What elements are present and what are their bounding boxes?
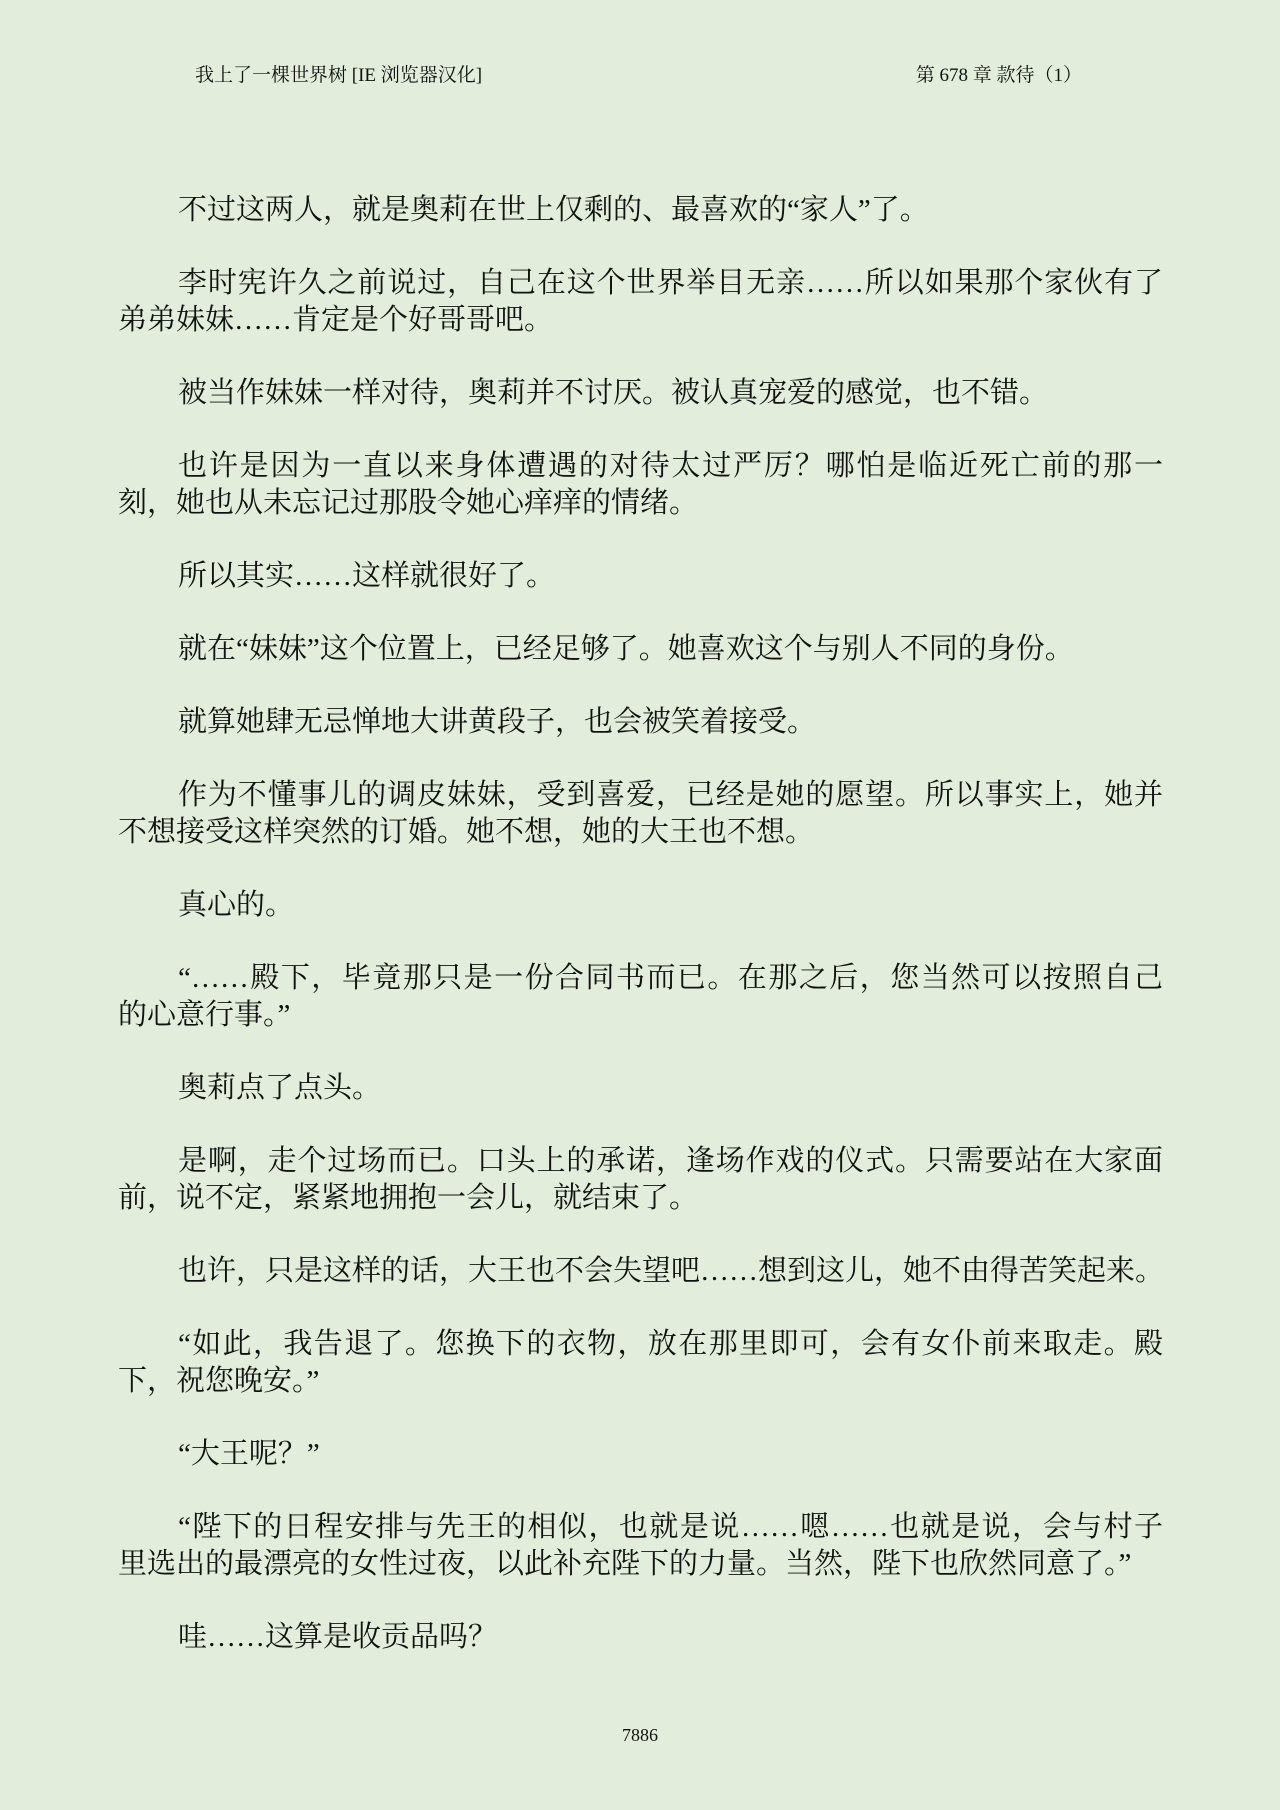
text-line: 不想接受这样突然的订婚。她不想，她的大王也不想。 [118,816,815,848]
text-line: 的心意行事。” [118,999,291,1031]
text-line: 弟弟妹妹……肯定是个好哥哥吧。 [118,304,554,336]
paragraph [118,1070,1163,1107]
paragraph [118,1509,1163,1583]
text-line: 作为不懂事儿的调皮妹妹，受到喜爱，已经是她的愿望。所以事实上，她并 [178,779,1163,811]
paragraph [118,448,1163,522]
paragraph [118,265,1163,339]
paragraph [118,777,1163,851]
text-line: 奥莉点了点头。 [178,1072,382,1104]
text-line: 哇……这算是收贡品吗？ [178,1621,498,1653]
paragraph [118,1253,1163,1290]
text-line: 是啊，走个过场而已。口头上的承诺，逢场作戏的仪式。只需要站在大家面 [178,1145,1163,1177]
text-line: “大王呢？” [178,1438,320,1470]
text-line: 被当作妹妹一样对待，奥莉并不讨厌。被认真宠爱的感觉，也不错。 [178,377,1049,409]
text-line: 就算她肆无忌惮地大讲黄段子，也会被笑着接受。 [178,706,817,738]
paragraph [118,1326,1163,1400]
text-line: 下，祝您晚安。” [118,1365,320,1397]
paragraph [118,558,1163,595]
paragraph [118,631,1163,668]
paragraph [118,1436,1163,1473]
text-line: 前，说不定，紧紧地拥抱一会儿，就结束了。 [118,1182,699,1214]
paragraph [118,375,1163,412]
text-line: 不过这两人，就是奥莉在世上仅剩的、最喜欢的“家人”了。 [178,194,929,226]
text-line: 就在“妹妹”这个位置上，已经足够了。她喜欢这个与别人不同的身份。 [178,633,1074,665]
paragraph [118,960,1163,1034]
paragraph [118,1143,1163,1217]
text-line: 李时宪许久之前说过，自己在这个世界举目无亲……所以如果那个家伙有了 [178,267,1163,299]
paragraph [118,704,1163,741]
paragraph [118,887,1163,924]
book-title-header: 我上了一棵世界树 [IE 浏览器汉化] [195,65,483,86]
chapter-body [118,192,1163,1692]
paragraph [118,1619,1163,1656]
text-line: “陛下的日程安排与先王的相似，也就是说……嗯……也就是说，会与村子 [178,1511,1163,1543]
text-line: 里选出的最漂亮的女性过夜，以此补充陛下的力量。当然，陛下也欣然同意了。” [118,1548,1132,1580]
text-line: 真心的。 [178,889,295,921]
text-line: 也许是因为一直以来身体遭遇的对待太过严厉？哪怕是临近死亡前的那一 [178,450,1163,482]
text-line: “如此，我告退了。您换下的衣物，放在那里即可，会有女仆前来取走。殿 [178,1328,1163,1360]
page-number: 7886 [622,1725,658,1745]
text-line: 刻，她也从未忘记过那股令她心痒痒的情绪。 [118,487,699,519]
chapter-title-header: 第 678 章 款待（1） [915,65,1082,86]
text-line: “……殿下，毕竟那只是一份合同书而已。在那之后，您当然可以按照自己 [178,962,1163,994]
paragraph [118,192,1163,229]
text-line: 所以其实……这样就很好了。 [178,560,556,592]
text-line: 也许，只是这样的话，大王也不会失望吧……想到这儿，她不由得苦笑起来。 [178,1255,1165,1287]
